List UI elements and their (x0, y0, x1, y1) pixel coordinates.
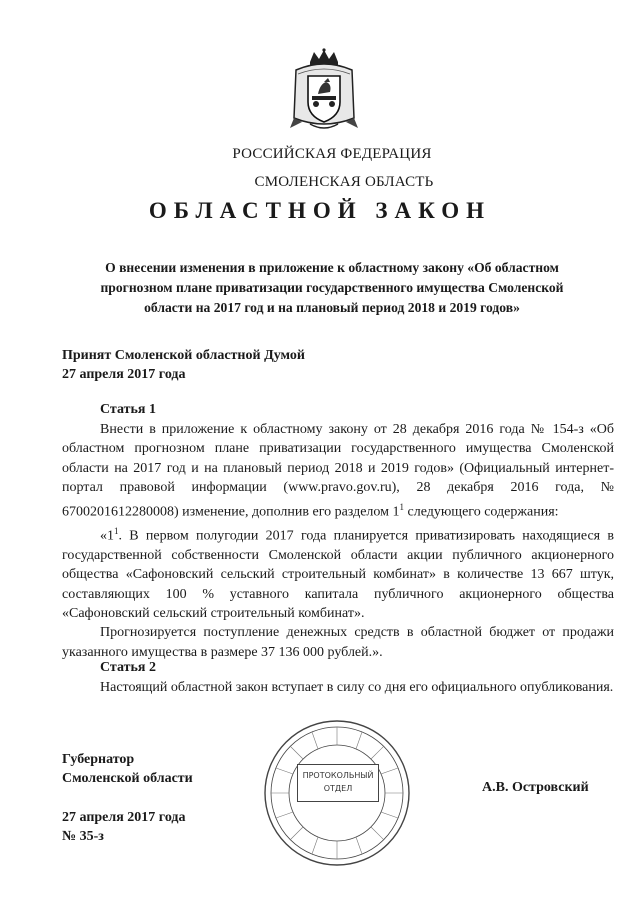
law-subject (62, 258, 602, 318)
article-1-text (62, 420, 614, 662)
article-2-text (62, 678, 614, 697)
adoption-date: 27 апреля 2017 года (62, 367, 186, 382)
article-paragraph: Прогнозируется поступление денежных средств в областной бюджет от продажи указанного имущества в размере 37 136 000 рублей.». (62, 625, 614, 660)
law-number: № 35-з (62, 829, 104, 844)
law-date-number (62, 808, 186, 846)
adoption-info (62, 346, 305, 384)
region-name: СМОЛЕНСКАЯ ОБЛАСТЬ (254, 174, 434, 190)
coat-of-arms-emblem (288, 48, 360, 134)
article-paragraph: Настоящий областной закон вступает в силу со дня его официального опубликования. (100, 680, 614, 695)
signatory-name: А.В. Островский (482, 780, 589, 795)
law-date: 27 апреля 2017 года (62, 810, 186, 825)
article-2-heading: Статья 2 (100, 660, 156, 675)
adoption-body: Принят Смоленской областной Думой (62, 348, 305, 363)
law-subject-line: прогнозном плане приватизации государственного имущества Смоленской (100, 280, 564, 295)
law-subject-line: области на 2017 год и на плановый период 2018 и 2019 годов» (144, 300, 520, 315)
article-paragraph: Внести в приложение к областному закону от 28 декабря 2016 года № 154-з «Об областном прогнозном плане приватизации государственного имущества Смоленской области на 2017 год и на плановый период 2018 и 2019 годов» (Официальный интернет-портал правовой информации (www.pravo.gov.ru), 28 декабря 2016 года, № 6700201612280008) изменение, дополнив его разделом $1^1$ следующего содержания: (62, 422, 614, 520)
signatory-title: Губернатор Смоленской области (62, 752, 193, 786)
law-subject-line: О внесении изменения в приложение к областному закону «Об областном (105, 260, 559, 275)
document-type-title: ОБЛАСТНОЙ ЗАКОН (148, 198, 492, 223)
article-paragraph: «$1^1$. В первом полугодии 2017 года планируется приватизировать находящиеся в государственной собственности Смоленской области акции публичного акционерного общества «Сафоновский сельский строительный комбинат» в количестве 13 667 штук, составляющих 100 % уставного капитала публичного акционерного общества «Сафоновский сельский строительный комбинат». (62, 525, 614, 621)
seal-inner-label: ПРОТОКОЛЬНЫЙ ОТДЕЛ (297, 764, 379, 802)
article-1-heading: Статья 1 (100, 402, 156, 417)
country-name: РОССИЙСКАЯ ФЕДЕРАЦИЯ (232, 146, 432, 162)
